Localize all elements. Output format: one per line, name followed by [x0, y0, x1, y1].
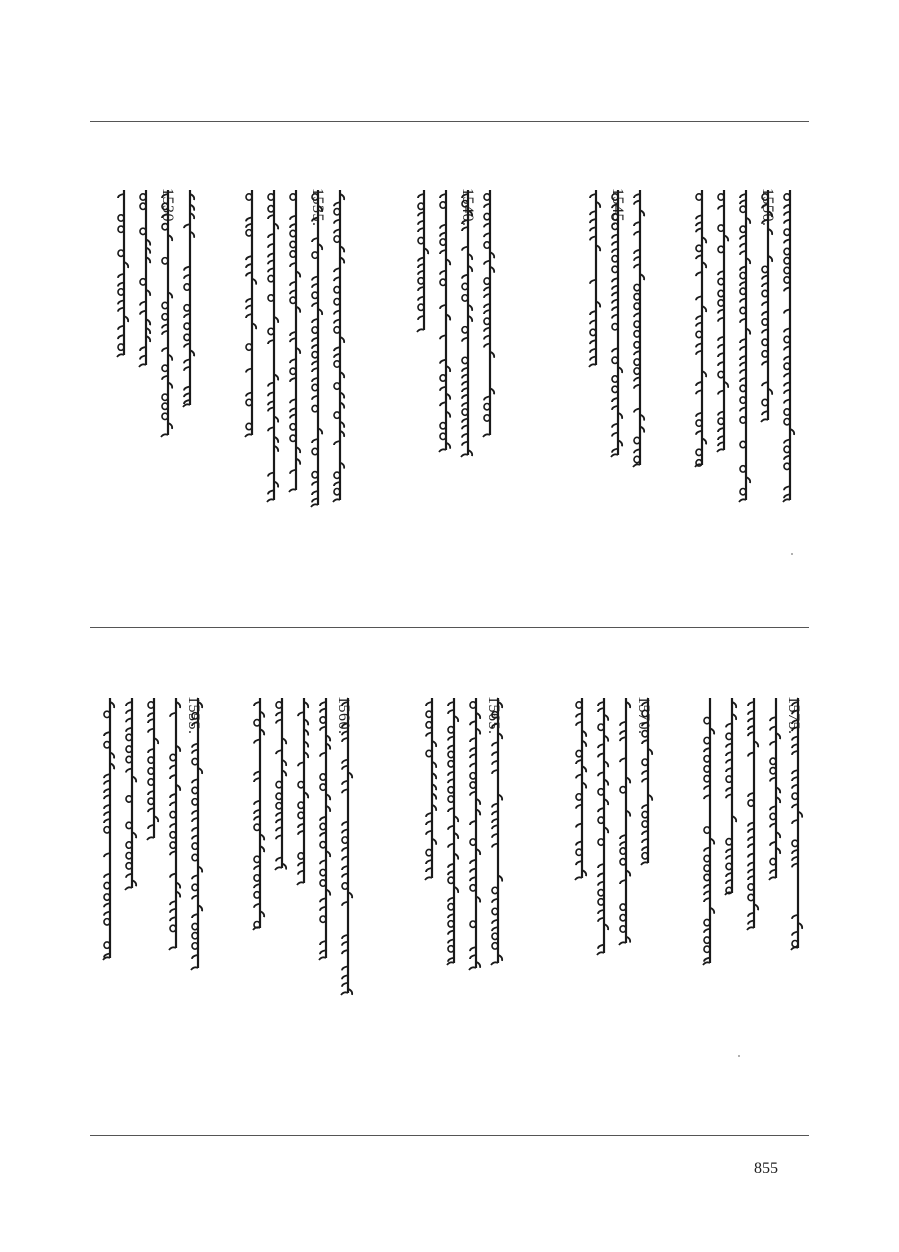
script-column	[716, 190, 732, 450]
script-column	[738, 190, 754, 500]
top-rule	[90, 121, 809, 122]
bottom-rule	[90, 1135, 809, 1136]
page-number: 855	[754, 1160, 778, 1177]
script-column	[116, 190, 132, 355]
line-number-1560: 1560.	[335, 696, 352, 735]
line-number-1570: 1570.	[635, 696, 652, 735]
script-column	[252, 698, 268, 928]
script-column	[340, 698, 356, 993]
middle-rule	[90, 627, 809, 628]
script-column	[574, 698, 590, 878]
speck-mark	[738, 1055, 740, 1057]
script-column	[244, 190, 260, 435]
script-column	[768, 698, 784, 878]
script-column	[468, 698, 484, 968]
line-number-1555: 1555.	[185, 696, 202, 735]
script-column	[610, 190, 626, 455]
script-column	[416, 190, 432, 330]
script-column	[632, 190, 648, 465]
script-column	[310, 190, 326, 505]
script-column	[424, 698, 440, 878]
script-column	[702, 698, 718, 963]
script-column	[588, 190, 604, 365]
script-column	[296, 698, 312, 883]
speck-mark	[791, 553, 793, 555]
script-column	[446, 698, 462, 963]
script-column	[168, 698, 184, 948]
line-number-1545: 1545.	[609, 188, 626, 227]
script-column	[102, 698, 118, 958]
script-column	[790, 698, 806, 948]
script-column	[288, 190, 304, 490]
script-column	[460, 190, 476, 455]
script-column	[640, 698, 656, 863]
script-column	[182, 190, 198, 405]
script-column	[266, 190, 282, 500]
script-column	[124, 698, 140, 888]
line-number-1530: 1530.	[159, 188, 176, 227]
script-column	[724, 698, 740, 893]
script-column	[318, 698, 334, 958]
line-number-1540: 1540.	[459, 188, 476, 227]
script-column	[490, 698, 506, 963]
line-number-1535: 1535.	[309, 188, 326, 227]
script-column	[146, 698, 162, 838]
script-column	[190, 698, 206, 968]
line-number-1575: 1575.	[785, 696, 802, 735]
script-column	[760, 190, 776, 420]
script-column	[438, 190, 454, 450]
line-number-1565: 1565.	[485, 696, 502, 735]
script-column	[160, 190, 176, 435]
script-column	[332, 190, 348, 500]
script-column	[694, 190, 710, 465]
line-number-1550: 1550.	[759, 188, 776, 227]
script-column	[746, 698, 762, 928]
script-column	[138, 190, 154, 365]
script-column	[482, 190, 498, 435]
script-column	[782, 190, 798, 500]
script-column	[596, 698, 612, 953]
script-column	[274, 698, 290, 868]
script-column	[618, 698, 634, 943]
